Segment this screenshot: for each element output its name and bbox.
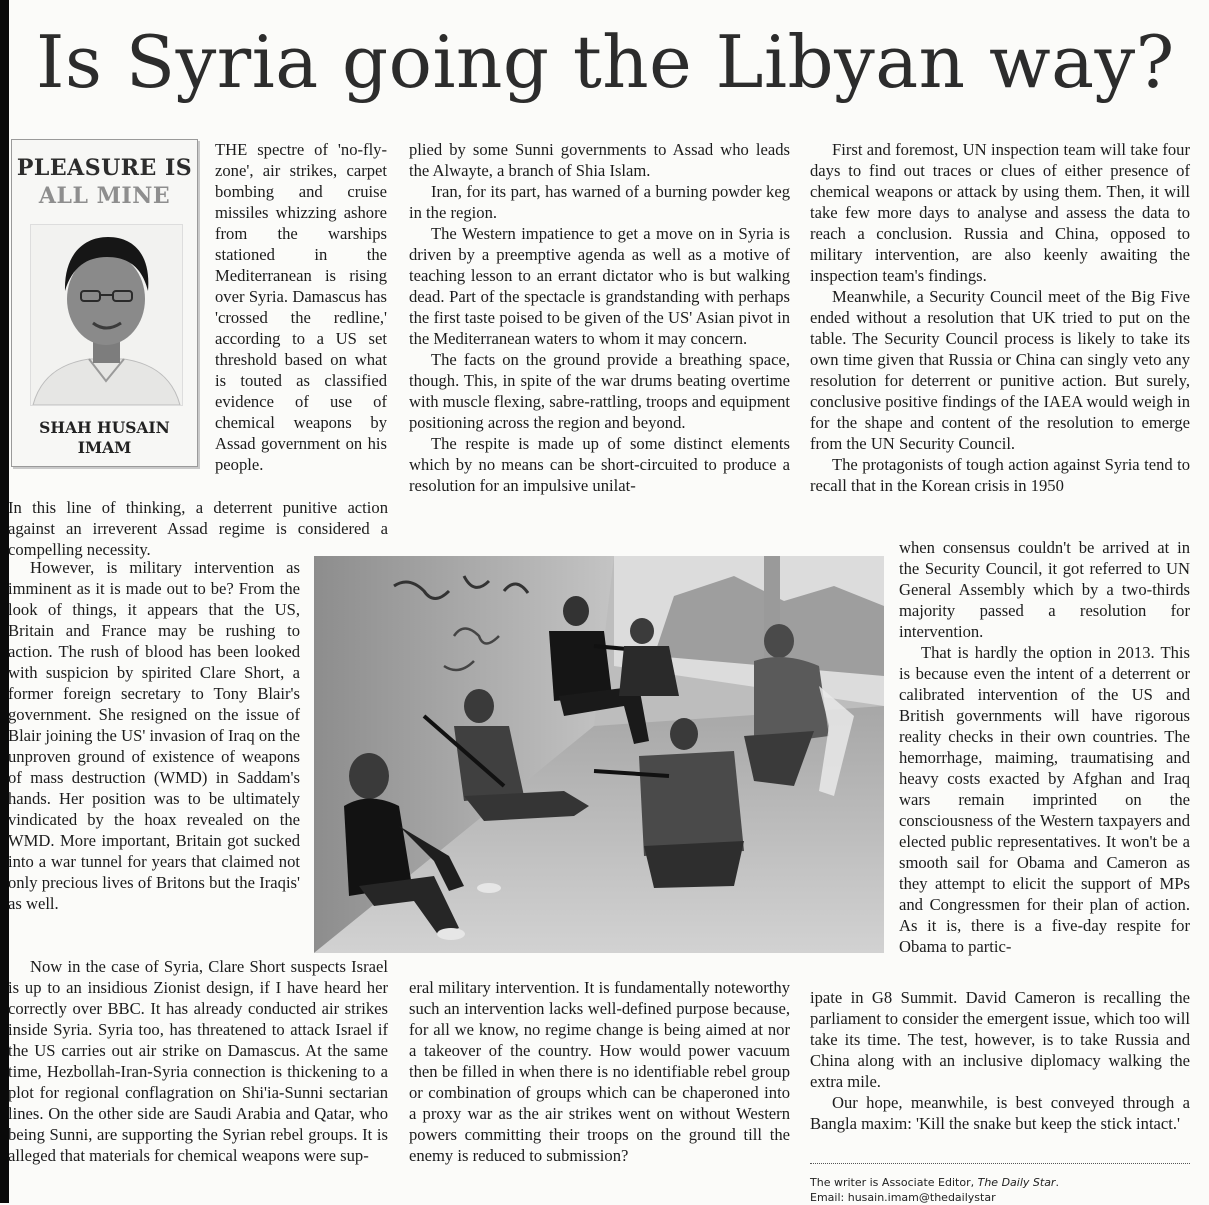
paragraph: Our hope, meanwhile, is best conveyed through a Bangla maxim: 'Kill the snake but keep the stick intact.' [810, 1093, 1190, 1133]
paragraph: The Western impatience to get a move on in Syria is driven by a preemptive agenda as well as a motive of teaching lesson to an errant dictator who is but walking dead. Part of the spectacle is grandstanding with perhaps the first taste poised to be given of the US' Asian pivot in the Mediterranean waters to whom it may concern. [409, 224, 790, 348]
column-kicker [12, 154, 197, 210]
footnote-prefix: The writer is Associate Editor, [810, 1176, 978, 1189]
paragraph: ipate in G8 Summit. David Cameron is recalling the parliament to consider the emergent issue, which too will take its time. The test, however, is to take Russia and China along with an inclusive diplomacy walking the extra mile. [810, 988, 1190, 1091]
paragraph: However, is military intervention as imminent as it is made out to be? From the look of things, it appears that the US, Britain and France may be rushing to action. The rush of blood has been looked with suspicion by spirited Clare Short, a former foreign secretary to Tony Blair's government. She resigned on the issue of Blair joining the US' invasion of Iraq on the unproven ground of existence of weapons of mass destruction (WMD) in Saddam's hands. Her position was to be ultimately vindicated by the hoax revealed on the WMD. More important, Britain got sucked into a war tunnel for years that claimed not only precious lives of Britons but the Iraqis' as well. [8, 558, 300, 913]
news-photo [314, 556, 884, 953]
footnote-rule [810, 1163, 1190, 1164]
author-byline [12, 418, 197, 458]
author-email: Email: husain.imam@thedailystar [810, 1191, 996, 1204]
paragraph: The protagonists of tough action against Syria tend to recall that in the Korean crisis in 1950 [810, 455, 1190, 495]
kicker-line1: PLEASURE IS [16, 155, 193, 181]
columnist-box [11, 139, 198, 467]
paragraph: First and foremost, UN inspection team will take four days to find out traces or clues of either presence of chemical weapons or attack by using them. Then, it will take few more days to analyse and assess the data to reach a conclusion. Russia and China, opposed to military intervention, are also keenly awaiting the inspection team's findings. [810, 140, 1190, 285]
paragraph: when consensus couldn't be arrived at in the Security Council, it got referred to UN General Assembly which by a two-thirds majority passed a resolution for intervention. [899, 538, 1190, 641]
col2-top-text [409, 139, 790, 496]
kicker-line2: ALL MINE [38, 183, 171, 209]
footnote-suffix: . [1055, 1176, 1059, 1189]
paragraph: eral military intervention. It is fundamentally noteworthy such an intervention lacks well-defined purpose because, for all we know, no regime change is being aimed at nor a takeover of the country. How would power vacuum then be filled in when there is no identifiable rebel group or combination of groups which can be chaperoned into a proxy war as the air strikes went on without Western powers committing their troops on the ground till the enemy is reduced to submission? [409, 978, 790, 1165]
paragraph: The facts on the ground provide a breathing space, though. This, in spite of the war drums beating overtime with muscle flexing, sabre-rattling, troops and equipment positioning across the region and beyond. [409, 350, 790, 432]
col1-narrow-text [215, 139, 387, 475]
footnote-line [810, 1175, 1200, 1190]
portrait-image [31, 225, 182, 405]
photo-image [314, 556, 884, 953]
col1-lower-text [8, 557, 300, 914]
paragraph: Meanwhile, a Security Council meet of the Big Five ended without a resolution that UK tried to put on the table. The Security Council process is likely to take its own time given that Russia or China can singly veto any resolution for deterrent or punitive action. But surely, conclusive positive findings of the IAEA would weigh in for the shape and content of the resolution to emerge from the UN Security Council. [810, 287, 1190, 453]
col3-bottom-text [810, 987, 1190, 1134]
paragraph: THE spectre of 'no-fly-zone', air strikes, carpet bombing and cruise missiles whizzing ashore from the warships stationed in the Mediterranean is rising over Syria. Damascus has 'crossed the redline,' according to a US set threshold based on what is touted as classified evidence of use of chemical weapons by Assad government on his people. [215, 140, 387, 474]
paragraph: The respite is made up of some distinct elements which by no means can be short-circuited to produce a resolution for an impulsive unilat- [409, 434, 790, 495]
headline: Is Syria going the Libyan way? [36, 20, 1175, 104]
author-line2: IMAM [77, 438, 132, 457]
col3-top-text [810, 139, 1190, 496]
col2-bottom-text [409, 977, 790, 1166]
paragraph: Iran, for its part, has warned of a burning powder keg in the region. [409, 182, 790, 222]
publication-name: The Daily Star [977, 1176, 1056, 1189]
paragraph: plied by some Sunni governments to Assad who leads the Alwayte, a branch of Shia Islam. [409, 140, 790, 180]
author-footnote [810, 1175, 1200, 1205]
author-line1: SHAH HUSAIN [39, 418, 170, 437]
col3-narrow-text [899, 537, 1190, 957]
author-portrait [30, 224, 183, 406]
col1-bottom-text [8, 956, 388, 1166]
paragraph: That is hardly the option in 2013. This is because even the intent of a deterrent or calibrated intervention of the US and British governments will have rigorous reality checks in their own countries. The hemorrhage, maiming, traumatising and heavy costs exacted by Afghan and Iraq wars remain imprinted on the consciousness of the Western taxpayers and elected public representatives. It won't be a smooth sail for Obama and Cameron as they attempt to elicit the support of MPs and Congressmen for their plan of action. As it is, there is a five-day respite for Obama to partic- [899, 643, 1190, 956]
paragraph: In this line of thinking, a deterrent punitive action against an irreverent Assad regime is considered a compelling necessity. [8, 498, 388, 559]
col1-wide-text [8, 497, 388, 560]
paragraph: Now in the case of Syria, Clare Short suspects Israel is up to an insidious Zionist design, if I have heard her correctly over BBC. It has already conducted air strikes inside Syria. Syria too, has threatened to attack Israel if the US carries out air strike on Damascus. At the same time, Hezbollah-Iran-Syria connection is thickening to a plot for regional conflagration on Shi'ia-Sunni sectarian lines. On the other side are Saudi Arabia and Qatar, who being Sunni, are supporting the Syrian rebel groups. It is alleged that materials for chemical weapons were sup- [8, 957, 388, 1165]
